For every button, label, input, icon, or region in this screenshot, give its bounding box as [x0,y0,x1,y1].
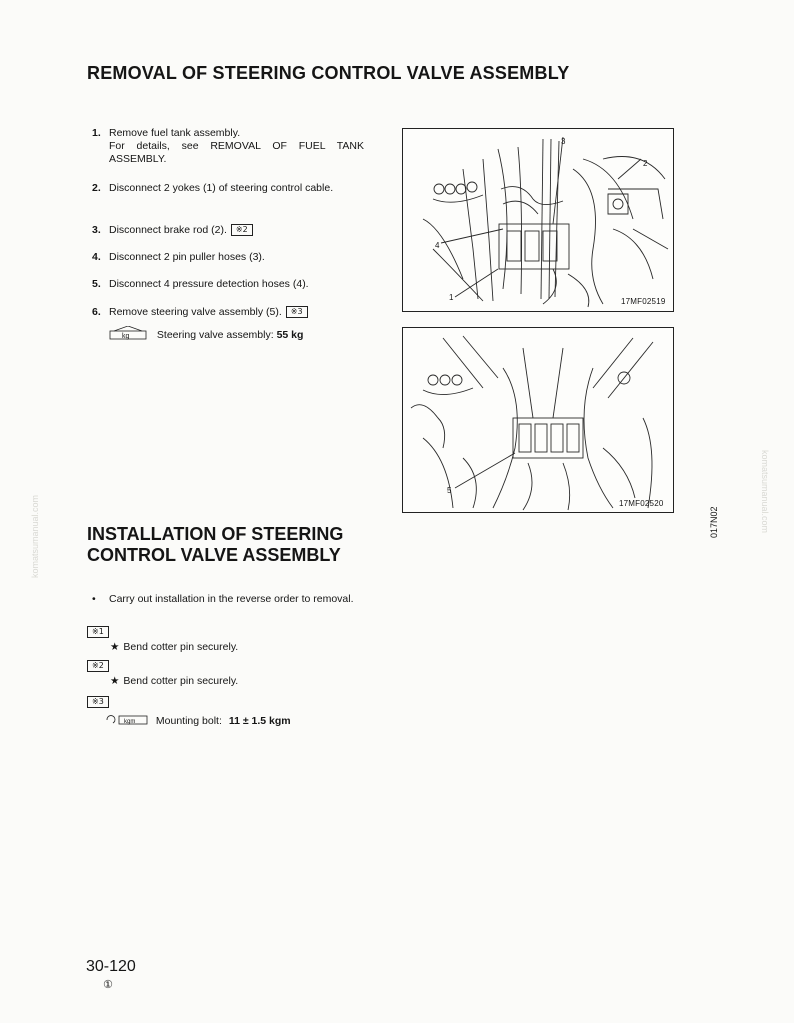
step-text: Disconnect 4 pressure detection hoses (4). [109,278,309,290]
install-note-1 [87,626,238,654]
weight-icon-label: kg [122,333,130,340]
install-note-3 [87,696,291,728]
weight-value: 55 kg [276,329,304,341]
step-3 [92,224,364,237]
step-number: 2. [92,182,101,194]
weight-label: Steering valve assembly: [156,329,274,341]
step-6 [92,306,364,319]
step-4 [92,251,364,264]
figure-steering-valve-bottom [402,327,674,513]
step-text: Remove fuel tank assembly. [109,127,241,139]
step-text: Disconnect 2 yokes (1) of steering control cable. [109,182,334,194]
engine-line-drawing-1 [403,129,673,311]
page-number: 30-120 [86,958,136,975]
step-5 [92,278,364,291]
step-number: 3. [92,224,101,236]
ref-mark-1: ※1 [87,626,109,638]
step-text: Disconnect brake rod (2). [109,224,227,236]
callout-2: 2 [643,159,648,168]
watermark-left: komatsumanual.com [30,494,40,578]
step-number: 6. [92,306,101,318]
installation-title-line-1: INSTALLATION OF STEERING [87,524,344,544]
note-text: Bend cotter pin securely. [123,641,239,653]
installation-title-line-2: CONTROL VALVE ASSEMBLY [87,545,341,565]
figure-code: 17MF02520 [619,499,664,508]
step-2 [92,182,364,195]
step-number: 4. [92,251,101,263]
ref-mark-3: ※3 [286,306,308,318]
step-text: Remove steering valve assembly (5). [109,306,282,318]
step-text: Disconnect 2 pin puller hoses (3). [109,251,265,263]
callout-3: 3 [561,137,566,146]
torque-wrench-icon [105,714,149,726]
engine-line-drawing-2 [403,328,673,512]
page-title: REMOVAL OF STEERING CONTROL VALVE ASSEMBLY [87,63,570,83]
figure-code: 17MF02519 [621,297,666,306]
bullet-text: Carry out installation in the reverse order to removal. [109,593,354,605]
install-note-2 [87,660,238,688]
installation-bullet [92,593,364,606]
bullet-icon: • [92,593,96,605]
figure-steering-valve-top [402,128,674,312]
note-value: 11 ± 1.5 kgm [228,715,291,727]
ref-mark-2: ※2 [87,660,109,672]
watermark-right: komatsumanual.com [760,450,770,534]
step-number: 1. [92,127,101,139]
callout-1: 1 [449,293,454,302]
torque-icon-label: kgm [124,719,136,725]
step-number: 5. [92,278,101,290]
ref-mark-3: ※3 [87,696,109,708]
note-text: Bend cotter pin securely. [123,675,239,687]
step-subtext: For details, see REMOVAL OF FUEL TANK ASSEMBLY. [109,140,364,165]
callout-4: 4 [435,241,440,250]
ref-mark-2: ※2 [231,224,253,236]
installation-title [87,524,343,566]
star-icon: ★ [110,675,120,687]
callout-5: 5 [447,486,452,495]
step-1 [92,127,364,166]
star-icon: ★ [110,641,120,653]
weight-note [108,326,303,342]
side-code: 017N02 [709,506,719,538]
note-label: Mounting bolt: [155,715,222,727]
weight-icon [108,326,148,338]
revision-mark: ① [103,979,113,991]
